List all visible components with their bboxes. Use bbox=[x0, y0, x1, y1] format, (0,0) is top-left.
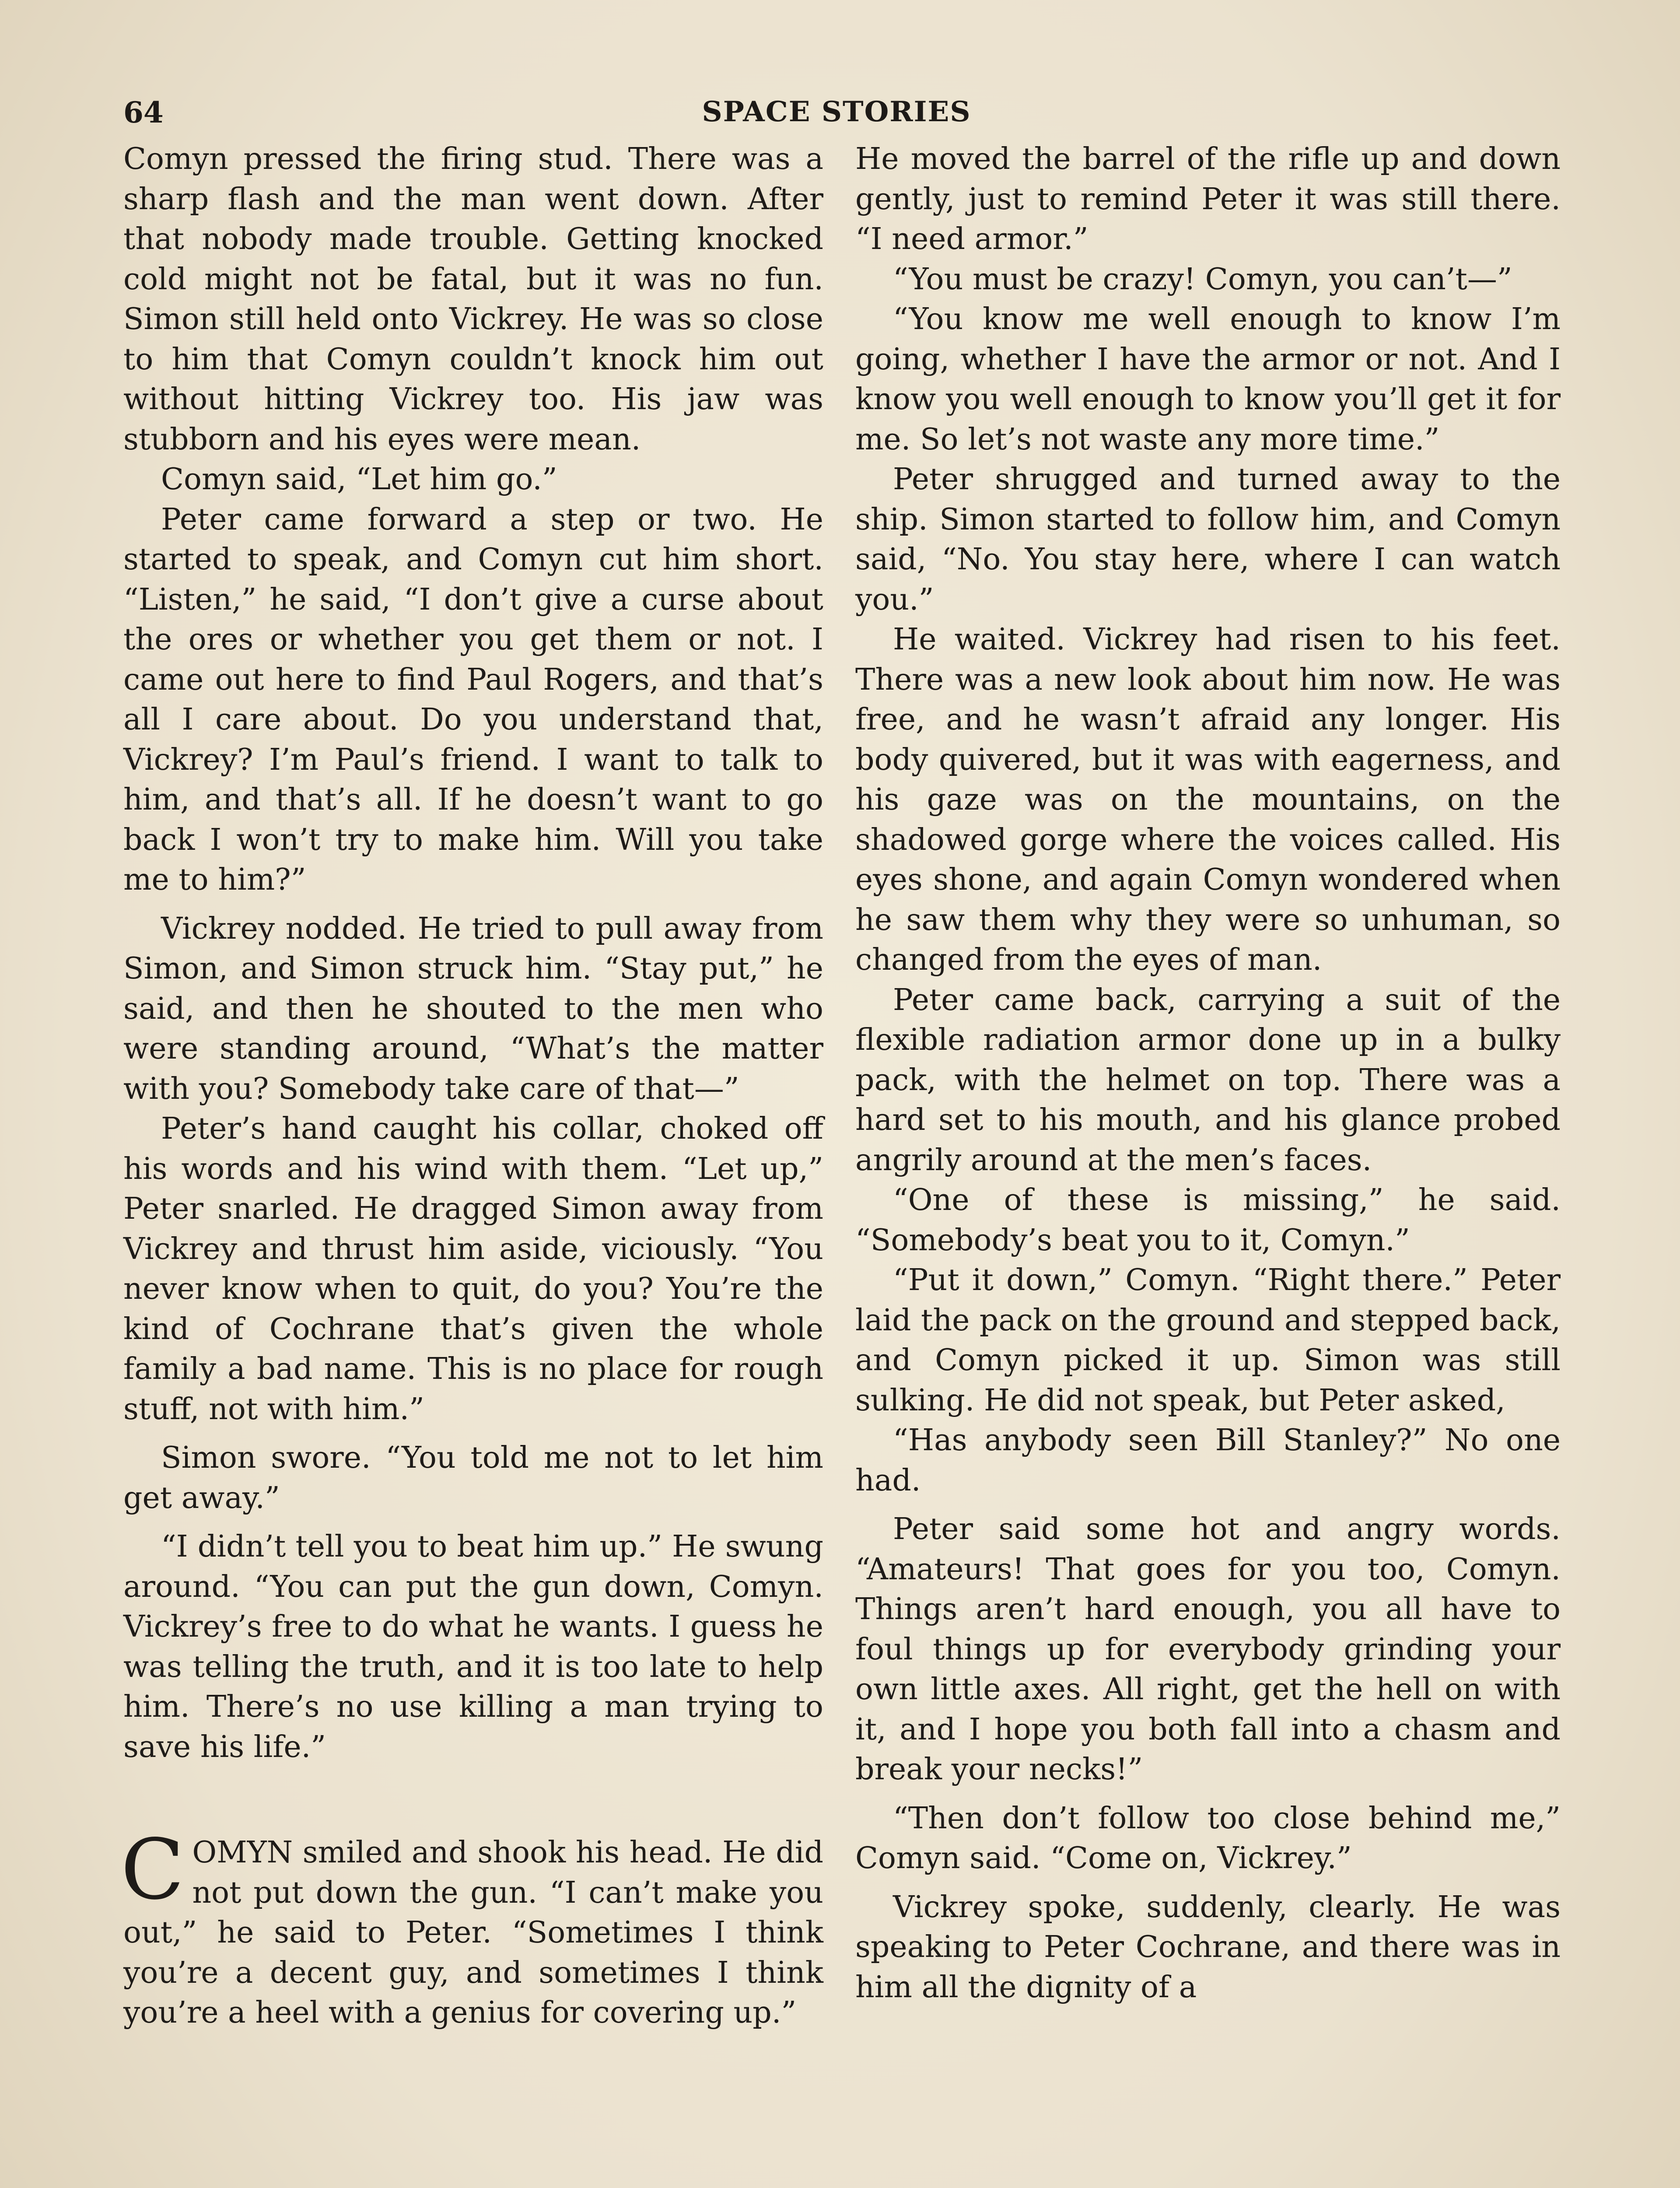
paragraph: “Put it down,” Comyn. “Right there.” Peter laid the pack on the ground and stepped back, and Comyn picked it up. Simon was still sulking. He did not speak, but Peter asked, bbox=[855, 1263, 1561, 1418]
paragraph: “Has anybody seen Bill Stanley?” No one had. bbox=[855, 1423, 1561, 1498]
paragraph: Peter came forward a step or two. He started to speak, and Comyn cut him short. “Listen,” he said, “I don’t give a curse about the ores or whether you get them or not. I came out here to find Paul Rogers, and that’s all I care about. Do you understand that, Vickrey? I’m Paul’s friend. I want to talk to him, and that’s all. If he doesn’t want to go back I won’t try to make him. Will you take me to him?” bbox=[123, 502, 823, 897]
paragraph: “You know me well enough to know I’m going, whether I have the armor or not. And I know you well enough to know you’ll get it for me. So let’s not waste any more time.” bbox=[855, 302, 1561, 457]
section-paragraph bbox=[121, 1821, 823, 2033]
paragraph: Vickrey spoke, suddenly, clearly. He was speaking to Peter Cochrane, and there was in him all the dignity of a bbox=[855, 1890, 1561, 2005]
running-head: SPACE STORIES bbox=[702, 95, 971, 128]
paragraph: Peter’s hand caught his collar, choked off his words and his wind with them. “Let up,” Peter snarled. He dragged Simon away from Vickrey and thrust him aside, viciously. “You never know when to quit, do you? You’re the kind of Cochrane that’s given the whole family a bad name. This is no place for rough stuff, not with him.” bbox=[123, 1112, 823, 1427]
page-header bbox=[123, 95, 1550, 135]
left-column bbox=[123, 139, 823, 2033]
paragraph: “One of these is missing,” he said. “Somebody’s beat you to it, Comyn.” bbox=[855, 1183, 1561, 1258]
right-column bbox=[855, 139, 1561, 2007]
paragraph: Comyn pressed the firing stud. There was a sharp flash and the man went down. After that nobody made trouble. Getting knocked cold might not be fatal, but it was no fun. Simon still held onto Vickrey. He was so close to him that Comyn couldn’t knock him out without hitting Vickrey too. His jaw was stubborn and his eyes were mean. bbox=[123, 142, 823, 457]
page-number: 64 bbox=[123, 95, 164, 130]
paragraph: Peter said some hot and angry words. “Amateurs! That goes for you too, Comyn. Things aren’t hard enough, you all have to foul things up for everybody grinding your own little axes. All right, get the hell on with it, and I hope you both fall into a chasm and break your necks!” bbox=[855, 1512, 1561, 1787]
paragraph: Vickrey nodded. He tried to pull away from Simon, and Simon struck him. “Stay put,” he said, and then he shouted to the men who were standing around, “What’s the matter with you? Somebody take care of that—” bbox=[123, 911, 823, 1106]
paragraph: Peter shrugged and turned away to the ship. Simon started to follow him, and Comyn said, “No. You stay here, where I can watch you.” bbox=[855, 462, 1561, 617]
paragraph: Simon swore. “You told me not to let him get away.” bbox=[123, 1441, 823, 1515]
paragraph: Comyn said, “Let him go.” bbox=[161, 462, 557, 497]
drop-cap: C bbox=[121, 1821, 185, 1918]
section-paragraph-text: OMYN smiled and shook his head. He did not put down the gun. “I can’t make you out,” he said to Peter. “Sometimes I think you’re a decent guy, and sometimes I think you’re a heel with a genius for covering up.” bbox=[123, 1835, 823, 2030]
paragraph: “Then don’t follow too close behind me,” Comyn said. “Come on, Vickrey.” bbox=[855, 1801, 1561, 1876]
paragraph: He waited. Vickrey had risen to his feet. There was a new look about him now. He was free, and he wasn’t afraid any longer. His body quivered, but it was with eagerness, and his gaze was on the mountains, on the shadowed gorge where the voices called. His eyes shone, and again Comyn wondered when he saw them why they were so unhuman, so changed from the eyes of man. bbox=[855, 622, 1561, 977]
paragraph: “I didn’t tell you to beat him up.” He swung around. “You can put the gun down, Comyn. Vickrey’s free to do what he wants. I guess he was telling the truth, and it is too late to help him. There’s no use killing a man trying to save his life.” bbox=[123, 1529, 823, 1764]
paragraph: Peter came back, carrying a suit of the flexible radiation armor done up in a bulky pack, with the helmet on top. There was a hard set to his mouth, and his glance probed angrily around at the men’s faces. bbox=[855, 982, 1561, 1178]
paragraph: He moved the barrel of the rifle up and down gently, just to remind Peter it was still there. “I need armor.” bbox=[855, 142, 1561, 256]
paragraph: “You must be crazy! Comyn, you can’t—” bbox=[893, 262, 1512, 297]
